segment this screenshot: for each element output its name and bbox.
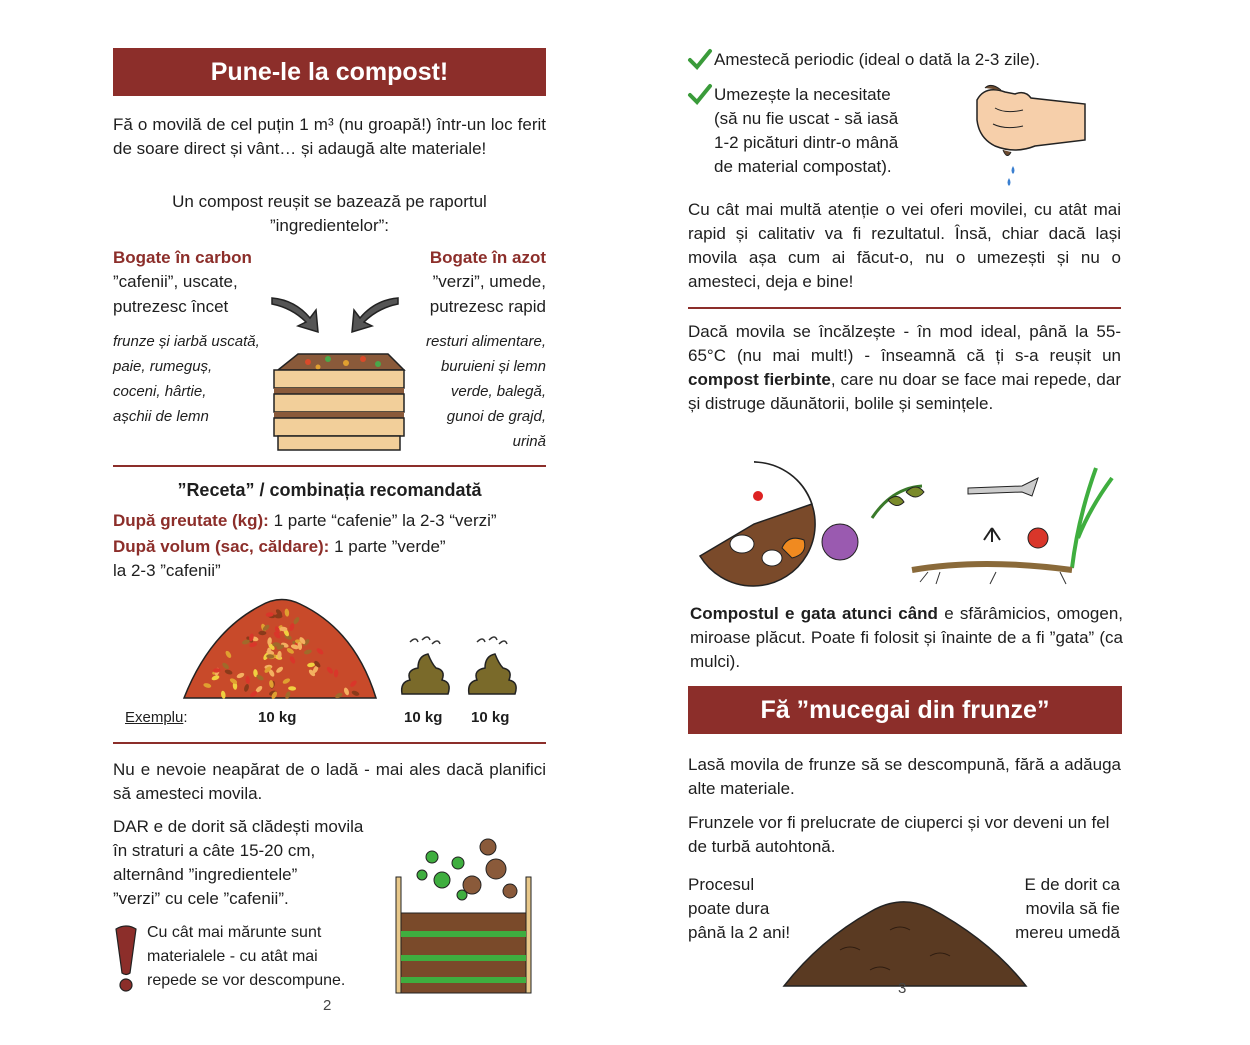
example-weight: 10 kg: [404, 709, 443, 726]
compost-box-icon: [268, 350, 408, 455]
layers-text: [113, 815, 413, 911]
check2-line: Umezește la necesitate: [714, 85, 891, 104]
checkmark-icon: [688, 83, 712, 105]
nitrogen-example: urină: [512, 433, 546, 450]
moist-line: E de dorit ca: [1024, 875, 1120, 894]
weight-text: 1 parte “cafenie” la 2-3 “verzi”: [268, 511, 497, 530]
attention-text: Cu cât mai multă atenție o vei oferi movilei, cu atât mai rapid și calitativ va fi rezultatul. Însă, chiar dacă lași movila așa cum ai făcut-o, nu o umezești și nu o amesteci, deja e bine!: [688, 200, 1121, 291]
example-weight: 10 kg: [471, 709, 510, 726]
carbon-example: paie, rumeguș,: [113, 358, 213, 375]
arrow-right-icon: [345, 290, 400, 335]
check1-text: Amestecă periodic (ideal o dată la 2-3 zile).: [714, 50, 1040, 69]
example-label: Exemplu:: [125, 709, 188, 726]
weight-label: După greutate (kg):: [113, 511, 269, 530]
layers-line: ”verzi” cu cele ”cafenii”.: [113, 889, 289, 908]
carbon-example: așchii de lemn: [113, 408, 209, 425]
nitrogen-example: gunoi de grajd,: [446, 408, 546, 425]
recipe-volume: [113, 535, 553, 559]
example-label-text: Exemplu: [125, 709, 184, 726]
carbon-desc1: ”cafenii”, uscate,: [113, 272, 238, 291]
example-weight: 10 kg: [258, 709, 297, 726]
moist-line: movila să fie: [1025, 899, 1120, 918]
checkmark-icon: [688, 48, 712, 70]
nitrogen-desc1: ”verzi”, umede,: [432, 272, 546, 291]
manure-icon: [465, 636, 520, 698]
process-line: până la 2 ani!: [688, 923, 791, 942]
ready-text: [690, 602, 1123, 674]
leaf-mould-title: Fă ”mucegai din frunze”: [760, 695, 1050, 724]
volume-text: 1 parte ”verde”: [329, 537, 446, 556]
ready-bold: Compostul e gata atunci când: [690, 604, 938, 623]
intro-text: Fă o movilă de cel puțin 1 m³ (nu groapă!) într-un loc ferit de soare direct și vânt… și adaugă alte materiale!: [113, 115, 546, 158]
compost-title: Pune-le la compost!: [210, 57, 449, 86]
nitrogen-title: Bogate în azot: [429, 248, 546, 267]
squeezing-fist-icon: [975, 80, 1095, 192]
layered-bin-icon: [392, 835, 542, 995]
check2-line: (să nu fie uscat - să iasă: [714, 109, 899, 128]
layers-line: alternând ”ingredientele”: [113, 865, 298, 884]
leaf-text2: Frunzele vor fi prelucrate de ciuperci și vor deveni un fel de turbă autohtonă.: [688, 813, 1110, 856]
arrow-left-icon: [270, 290, 325, 335]
recipe-title: ”Receta” / combinația recomandată: [177, 480, 482, 500]
soil-heap-icon: [780, 890, 1030, 990]
check2-text: [714, 83, 974, 179]
no-box-text: Nu e nevoie neapărat de o ladă - mai ales dacă planifici să amesteci movila.: [113, 760, 546, 803]
page-number-left: 2: [323, 997, 332, 1014]
carbon-desc2: putrezesc încet: [113, 297, 229, 316]
leaf-mould-banner: [688, 686, 1122, 734]
page-number-right: 3: [898, 980, 907, 997]
process-line: Procesul: [688, 875, 755, 894]
nitrogen-example: resturi alimentare,: [425, 333, 546, 350]
hot-pre: Dacă movila se încălzește - în mod ideal, până la 55-65°C (nu mai mult!) - înseamnă că ți s-a reușit un: [688, 322, 1121, 365]
carbon-title: Bogate în carbon: [113, 248, 252, 267]
layers-line: în straturi a câte 15-20 cm,: [113, 841, 316, 860]
divider: [688, 307, 1121, 309]
volume-label: După volum (sac, căldare):: [113, 537, 330, 556]
ratio-line1: Un compost reușit se bazează pe raportul: [172, 192, 487, 211]
leaf-text1: Lasă movila de frunze să se descompună, fără a adăuga alte materiale.: [688, 755, 1121, 798]
hot-compost-text: [688, 320, 1121, 416]
nitrogen-example: buruieni și lemn: [440, 358, 546, 375]
tip-line: repede se vor descompune.: [147, 972, 346, 989]
hot-bold: compost fierbinte: [688, 370, 831, 389]
nitrogen-desc2: putrezesc rapid: [429, 297, 546, 316]
compost-pacman-icon: [692, 458, 1122, 590]
moist-line: mereu umedă: [1015, 923, 1120, 942]
carbon-example: frunze și iarbă uscată,: [113, 333, 260, 350]
nitrogen-example: verde, balegă,: [450, 383, 546, 400]
recipe-weight: [113, 509, 553, 533]
check2-line: de material compostat).: [714, 157, 892, 176]
tip-text: [147, 921, 387, 993]
tip-line: Cu cât mai mărunte sunt: [147, 924, 322, 941]
ready-desc: e sfărâmicios, omogen, miroase plăcut. Poate fi folosit și înainte de a fi ”gata” (ca mulci).: [690, 604, 1123, 671]
carbon-example: coceni, hârtie,: [113, 383, 207, 400]
recipe-volume-line2: la 2-3 ”cafenii”: [113, 561, 221, 580]
divider: [113, 465, 546, 467]
process-line: poate dura: [688, 899, 770, 918]
manure-icon: [398, 636, 453, 698]
divider: [113, 742, 546, 744]
exclamation-icon: [113, 925, 139, 993]
hot-post: , care nu doar se face mai repede, dar și distruge dăunătorii, bolile și semințele.: [688, 370, 1121, 413]
tip-line: materialele - cu atât mai: [147, 948, 318, 965]
ratio-line2: ”ingredientelor”:: [269, 216, 390, 235]
leaf-pile-icon: [180, 592, 380, 704]
layers-line: DAR e de dorit să clădești movila: [113, 817, 364, 836]
compost-banner: [113, 48, 546, 96]
check2-line: 1-2 picături dintr-o mână: [714, 133, 899, 152]
